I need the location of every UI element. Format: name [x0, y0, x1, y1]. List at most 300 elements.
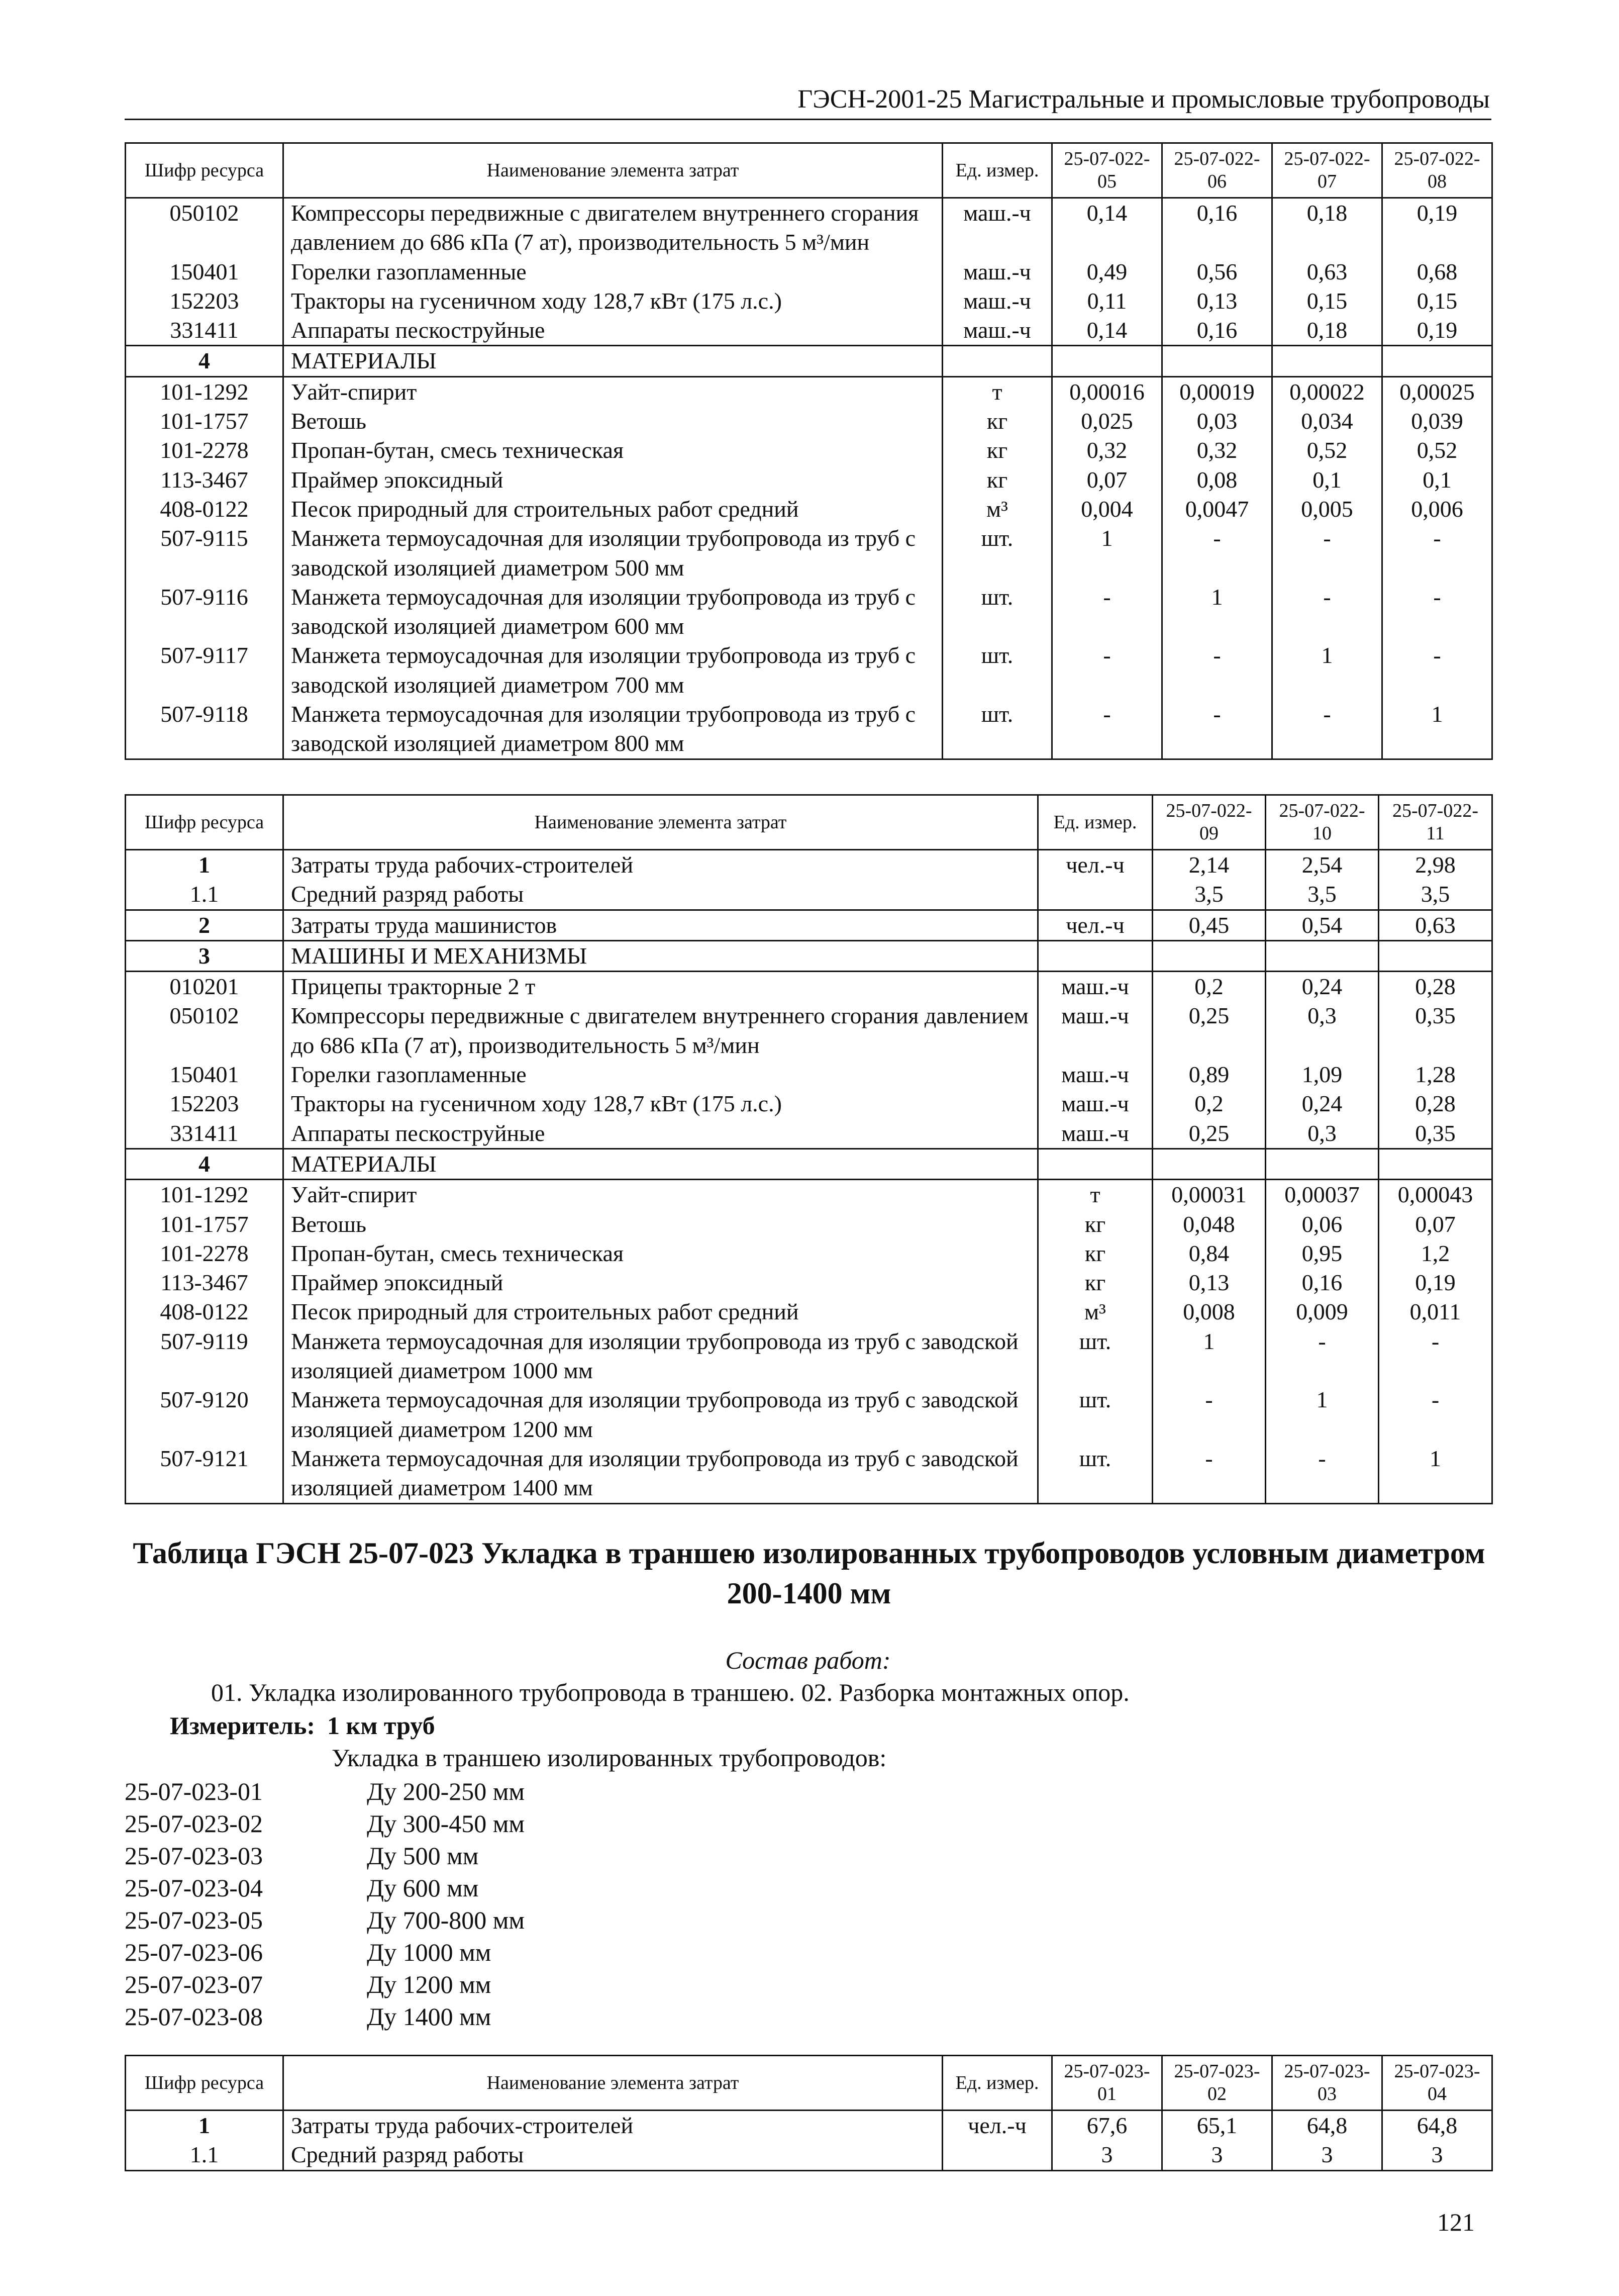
resource-unit: кг	[943, 436, 1052, 465]
norm-value: 1,09	[1266, 1060, 1379, 1089]
table-row	[126, 316, 1492, 346]
resource-code: 507-9118	[126, 700, 283, 759]
norm-value: 64,8	[1382, 2111, 1492, 2141]
norm-value: 1	[1272, 641, 1382, 700]
table-row	[126, 407, 1492, 436]
resource-name: Уайт-спирит	[283, 376, 943, 407]
norm-value: 0,3	[1266, 1119, 1379, 1149]
norm-code: 25-07-023-06	[125, 1938, 263, 1966]
resource-name: Ветошь	[283, 407, 943, 436]
norm-value: 0,68	[1382, 257, 1492, 286]
norm-value: -	[1153, 1385, 1266, 1444]
resource-unit: шт.	[943, 641, 1052, 700]
col-header-unit: Ед. измер.	[943, 143, 1052, 198]
norm-value: 0,1	[1272, 465, 1382, 495]
norm-value	[1382, 346, 1492, 376]
resource-unit: маш.-ч	[943, 257, 1052, 286]
norm-value: 0,16	[1266, 1268, 1379, 1297]
resource-table-3	[125, 2055, 1493, 2171]
norm-value: 67,6	[1052, 2111, 1162, 2141]
norm-value: 3	[1162, 2140, 1272, 2170]
resource-unit: шт.	[1038, 1327, 1153, 1386]
norm-value: 0,15	[1382, 286, 1492, 316]
resource-name: Средний разряд работы	[283, 880, 1038, 910]
resource-table-2	[125, 794, 1493, 1504]
col-header-norm-code: 25-07-022-11	[1379, 795, 1492, 850]
table-row	[126, 376, 1492, 407]
list-item	[125, 1936, 525, 1968]
resource-unit: м³	[1038, 1297, 1153, 1326]
norm-code: 25-07-023-05	[125, 1906, 263, 1934]
table-row	[126, 1327, 1492, 1386]
resource-name: Манжета термоусадочная для изоляции трубопровода из труб с заводской изоляцией диаметром 1400 мм	[283, 1444, 1038, 1503]
resource-code: 150401	[126, 1060, 283, 1089]
list-item	[125, 1872, 525, 1904]
resource-name: Горелки газопламенные	[283, 257, 943, 286]
resource-name: Пропан-бутан, смесь техническая	[283, 1239, 1038, 1268]
norm-value: 0,84	[1153, 1239, 1266, 1268]
resource-unit: маш.-ч	[943, 286, 1052, 316]
norm-value: 0,63	[1379, 910, 1492, 940]
table-row	[126, 1239, 1492, 1268]
norm-description: Ду 300-450 мм	[367, 1809, 525, 1838]
norm-value: -	[1272, 524, 1382, 583]
resource-name: Аппараты пескоструйные	[283, 1119, 1038, 1149]
resource-unit: маш.-ч	[943, 316, 1052, 346]
section-title: МАТЕРИАЛЫ	[283, 1149, 1038, 1179]
measure-line	[170, 1710, 435, 1741]
resource-unit: чел.-ч	[1038, 910, 1153, 940]
norm-code: 25-07-023-02	[125, 1809, 263, 1838]
norm-value: 2,14	[1153, 850, 1266, 880]
resource-unit: маш.-ч	[1038, 1119, 1153, 1149]
norm-value: 1,2	[1379, 1239, 1492, 1268]
table-row	[126, 524, 1492, 583]
resource-name: Песок природный для строительных работ средний	[283, 495, 943, 524]
section-number: 3	[126, 940, 283, 971]
resource-code: 408-0122	[126, 495, 283, 524]
table-row	[126, 1268, 1492, 1297]
norm-value: -	[1162, 524, 1272, 583]
section-title: МАШИНЫ И МЕХАНИЗМЫ	[283, 940, 1038, 971]
table-row	[126, 1444, 1492, 1503]
norm-value: 0,13	[1153, 1268, 1266, 1297]
norm-value: -	[1272, 583, 1382, 641]
norm-value: 0,14	[1052, 198, 1162, 257]
norm-code: 25-07-023-04	[125, 1874, 263, 1902]
norm-value: -	[1382, 641, 1492, 700]
table-row	[126, 465, 1492, 495]
resource-unit	[1038, 940, 1153, 971]
table-row	[126, 700, 1492, 759]
resource-unit	[1038, 1149, 1153, 1179]
col-header-norm-code: 25-07-023-02	[1162, 2056, 1272, 2111]
norm-value: 0,00043	[1379, 1180, 1492, 1210]
table-row	[126, 972, 1492, 1002]
resource-code: 331411	[126, 316, 283, 346]
norm-value: 0,004	[1052, 495, 1162, 524]
norm-value: 0,19	[1382, 316, 1492, 346]
work-subtitle: Укладка в траншею изолированных трубопроводов:	[332, 1744, 887, 1772]
table-row	[126, 2111, 1492, 2141]
norm-value	[1153, 940, 1266, 971]
resource-unit: маш.-ч	[943, 198, 1052, 257]
list-item	[125, 1840, 525, 1872]
norm-value: 3	[1052, 2140, 1162, 2170]
resource-unit	[1038, 880, 1153, 910]
resource-code: 050102	[126, 198, 283, 257]
norm-value: 0,008	[1153, 1297, 1266, 1326]
resource-code: 507-9115	[126, 524, 283, 583]
norm-value: 0,19	[1382, 198, 1492, 257]
norm-value: 0,03	[1162, 407, 1272, 436]
norm-value: 3,5	[1153, 880, 1266, 910]
norm-value	[1266, 1149, 1379, 1179]
norm-description: Ду 600 мм	[367, 1874, 479, 1902]
resource-name: Тракторы на гусеничном ходу 128,7 кВт (175 л.с.)	[283, 1089, 1038, 1118]
norm-value: -	[1153, 1444, 1266, 1503]
norm-value	[1052, 346, 1162, 376]
resource-code: 507-9120	[126, 1385, 283, 1444]
norm-code: 25-07-023-08	[125, 2002, 263, 2031]
table-row	[126, 1089, 1492, 1118]
norm-value: 0,32	[1162, 436, 1272, 465]
norm-value: 0,039	[1382, 407, 1492, 436]
norm-value: 0,63	[1272, 257, 1382, 286]
resource-unit: маш.-ч	[1038, 1001, 1153, 1060]
norm-value: 1	[1266, 1385, 1379, 1444]
resource-code: 1.1	[126, 880, 283, 910]
col-header-norm-code: 25-07-023-01	[1052, 2056, 1162, 2111]
norm-value	[1379, 1149, 1492, 1179]
resource-unit: шт.	[943, 700, 1052, 759]
resource-code: 1	[126, 850, 283, 880]
resource-unit: чел.-ч	[1038, 850, 1153, 880]
col-header-unit: Ед. измер.	[1038, 795, 1153, 850]
col-header-norm-code: 25-07-022-09	[1153, 795, 1266, 850]
resource-code: 101-1757	[126, 1210, 283, 1239]
norm-value: -	[1272, 700, 1382, 759]
norm-value: -	[1266, 1444, 1379, 1503]
resource-name: Горелки газопламенные	[283, 1060, 1038, 1089]
norm-value: 0,00037	[1266, 1180, 1379, 1210]
norm-value: 0,35	[1379, 1001, 1492, 1060]
resource-code: 507-9119	[126, 1327, 283, 1386]
col-header-norm-code: 25-07-022-05	[1052, 143, 1162, 198]
resource-unit: кг	[1038, 1239, 1153, 1268]
composition-heading: Состав работ:	[725, 1646, 891, 1674]
norm-value: 0,14	[1052, 316, 1162, 346]
table-row	[126, 286, 1492, 316]
resource-name: Затраты труда рабочих-строителей	[283, 850, 1038, 880]
col-header-norm-code: 25-07-022-10	[1266, 795, 1379, 850]
norm-value: 0,32	[1052, 436, 1162, 465]
resource-code: 152203	[126, 1089, 283, 1118]
resource-name: Манжета термоусадочная для изоляции трубопровода из труб с заводской изоляцией диаметром 600 мм	[283, 583, 943, 641]
norm-value: 64,8	[1272, 2111, 1382, 2141]
resource-name: Средний разряд работы	[283, 2140, 943, 2170]
norm-value: 0,08	[1162, 465, 1272, 495]
resource-unit: кг	[1038, 1210, 1153, 1239]
header-rule	[125, 119, 1491, 120]
norm-value: 0,048	[1153, 1210, 1266, 1239]
table-row	[126, 1180, 1492, 1210]
col-header-name: Наименование элемента затрат	[283, 143, 943, 198]
resource-code: 1	[126, 2111, 283, 2141]
norm-value: -	[1052, 700, 1162, 759]
norm-description: Ду 1000 мм	[367, 1938, 491, 1966]
norm-value: 0,18	[1272, 316, 1382, 346]
section-row	[126, 1149, 1492, 1179]
table-row	[126, 1385, 1492, 1444]
section-title: МАТЕРИАЛЫ	[283, 346, 943, 376]
table-row	[126, 1060, 1492, 1089]
resource-name: Песок природный для строительных работ средний	[283, 1297, 1038, 1326]
norm-value: 0,0047	[1162, 495, 1272, 524]
norm-value	[1272, 346, 1382, 376]
resource-name: Тракторы на гусеничном ходу 128,7 кВт (175 л.с.)	[283, 286, 943, 316]
norm-value: 0,24	[1266, 972, 1379, 1002]
norm-value: 0,24	[1266, 1089, 1379, 1118]
list-item	[125, 1775, 525, 1807]
resource-unit: маш.-ч	[1038, 1089, 1153, 1118]
norm-value: 0,2	[1153, 972, 1266, 1002]
norm-value: 0,00031	[1153, 1180, 1266, 1210]
resource-code: 101-1292	[126, 376, 283, 407]
resource-name: Ветошь	[283, 1210, 1038, 1239]
table-row	[126, 1297, 1492, 1326]
col-header-norm-code: 25-07-022-06	[1162, 143, 1272, 198]
resource-code: 050102	[126, 1001, 283, 1060]
resource-name: Затраты труда рабочих-строителей	[283, 2111, 943, 2141]
norm-value: 0,54	[1266, 910, 1379, 940]
resource-code: 507-9117	[126, 641, 283, 700]
table-row	[126, 2140, 1492, 2170]
resource-name: Затраты труда машинистов	[283, 910, 1038, 940]
norm-value: 0,52	[1272, 436, 1382, 465]
norm-value: 0,006	[1382, 495, 1492, 524]
norm-value: 2,54	[1266, 850, 1379, 880]
resource-name: Манжета термоусадочная для изоляции трубопровода из труб с заводской изоляцией диаметром 1200 мм	[283, 1385, 1038, 1444]
norm-value: 3,5	[1379, 880, 1492, 910]
resource-unit: т	[1038, 1180, 1153, 1210]
resource-code: 408-0122	[126, 1297, 283, 1326]
resource-unit: м³	[943, 495, 1052, 524]
resource-code: 1.1	[126, 2140, 283, 2170]
norm-value: -	[1052, 641, 1162, 700]
norm-value: -	[1382, 524, 1492, 583]
resource-name: Компрессоры передвижные с двигателем внутреннего сгорания давлением до 686 кПа (7 ат), производительность 5 м³/мин	[283, 1001, 1038, 1060]
norm-value: 0,00019	[1162, 376, 1272, 407]
norm-value: 0,19	[1379, 1268, 1492, 1297]
norm-value: 0,95	[1266, 1239, 1379, 1268]
norm-value: 0,35	[1379, 1119, 1492, 1149]
measure-value: 1 км труб	[327, 1711, 435, 1740]
resource-code: 113-3467	[126, 1268, 283, 1297]
resource-name: Манжета термоусадочная для изоляции трубопровода из труб с заводской изоляцией диаметром 500 мм	[283, 524, 943, 583]
resource-unit: шт.	[1038, 1385, 1153, 1444]
resource-unit: шт.	[943, 524, 1052, 583]
norm-value: 3	[1382, 2140, 1492, 2170]
norm-value: 1	[1162, 583, 1272, 641]
resource-unit: кг	[943, 407, 1052, 436]
norm-value: -	[1382, 583, 1492, 641]
norm-codes-list	[125, 1775, 525, 2033]
resource-unit: чел.-ч	[943, 2111, 1052, 2141]
section-row	[126, 346, 1492, 376]
resource-name: Аппараты пескоструйные	[283, 316, 943, 346]
norm-value: 1	[1379, 1444, 1492, 1503]
norm-value: -	[1379, 1385, 1492, 1444]
norm-description: Ду 500 мм	[367, 1842, 479, 1870]
norm-value: -	[1266, 1327, 1379, 1386]
norm-value: 0,28	[1379, 972, 1492, 1002]
col-header-code: Шифр ресурса	[126, 143, 283, 198]
norm-value: 2,98	[1379, 850, 1492, 880]
norm-value: 0,28	[1379, 1089, 1492, 1118]
norm-value	[1153, 1149, 1266, 1179]
col-header-name: Наименование элемента затрат	[283, 795, 1038, 850]
resource-code: 101-1757	[126, 407, 283, 436]
norm-value: 0,07	[1052, 465, 1162, 495]
norm-value: 0,2	[1153, 1089, 1266, 1118]
resource-name: Прицепы тракторные 2 т	[283, 972, 1038, 1002]
norm-value: 0,56	[1162, 257, 1272, 286]
resource-unit: шт.	[943, 583, 1052, 641]
resource-code: 101-2278	[126, 1239, 283, 1268]
running-header: ГЭСН-2001-25 Магистральные и промысловые трубопроводы	[797, 85, 1490, 114]
table-row	[126, 436, 1492, 465]
resource-unit: шт.	[1038, 1444, 1153, 1503]
table-row	[126, 850, 1492, 880]
col-header-norm-code: 25-07-022-07	[1272, 143, 1382, 198]
table-row	[126, 641, 1492, 700]
table-row	[126, 1210, 1492, 1239]
norm-value: 0,3	[1266, 1001, 1379, 1060]
norm-value: 0,00022	[1272, 376, 1382, 407]
table-row	[126, 257, 1492, 286]
norm-value: 0,25	[1153, 1001, 1266, 1060]
norm-value: 1	[1153, 1327, 1266, 1386]
norm-value: 0,1	[1382, 465, 1492, 495]
col-header-code: Шифр ресурса	[126, 795, 283, 850]
norm-value: 3	[1272, 2140, 1382, 2170]
resource-code: 507-9116	[126, 583, 283, 641]
norm-value: 1	[1052, 524, 1162, 583]
resource-table-1	[125, 142, 1493, 760]
resource-unit	[943, 2140, 1052, 2170]
norm-value: 0,52	[1382, 436, 1492, 465]
col-header-norm-code: 25-07-022-08	[1382, 143, 1492, 198]
col-header-code: Шифр ресурса	[126, 2056, 283, 2111]
resource-code: 507-9121	[126, 1444, 283, 1503]
col-header-norm-code: 25-07-023-03	[1272, 2056, 1382, 2111]
list-item	[125, 2000, 525, 2033]
composition-text: 01. Укладка изолированного трубопровода в траншею. 02. Разборка монтажных опор.	[211, 1678, 1130, 1706]
norm-value: 0,25	[1153, 1119, 1266, 1149]
table-title: Таблица ГЭСН 25-07-023 Укладка в траншею изолированных трубопроводов условным диаметром 200-1400 мм	[133, 1537, 1485, 1610]
resource-code: 331411	[126, 1119, 283, 1149]
resource-code: 010201	[126, 972, 283, 1002]
norm-value: 0,89	[1153, 1060, 1266, 1089]
resource-unit: маш.-ч	[1038, 972, 1153, 1002]
col-header-name: Наименование элемента затрат	[283, 2056, 943, 2111]
norm-value: 3,5	[1266, 880, 1379, 910]
table-row	[126, 495, 1492, 524]
norm-value: 0,06	[1266, 1210, 1379, 1239]
norm-value: 0,15	[1272, 286, 1382, 316]
norm-value: -	[1162, 641, 1272, 700]
norm-value	[1162, 346, 1272, 376]
norm-value: 1,28	[1379, 1060, 1492, 1089]
norm-description: Ду 700-800 мм	[367, 1906, 525, 1934]
resource-code: 2	[126, 910, 283, 940]
resource-name: Манжета термоусадочная для изоляции трубопровода из труб с заводской изоляцией диаметром 1000 мм	[283, 1327, 1038, 1386]
norm-description: Ду 1400 мм	[367, 2002, 491, 2031]
col-header-unit: Ед. измер.	[943, 2056, 1052, 2111]
list-item	[125, 1904, 525, 1936]
resource-code: 101-2278	[126, 436, 283, 465]
norm-value: 0,034	[1272, 407, 1382, 436]
norm-value: 0,49	[1052, 257, 1162, 286]
resource-name: Пропан-бутан, смесь техническая	[283, 436, 943, 465]
measure-label: Измеритель:	[170, 1711, 316, 1740]
norm-value: -	[1379, 1327, 1492, 1386]
table-row	[126, 1001, 1492, 1060]
resource-unit	[943, 346, 1052, 376]
norm-value: 0,07	[1379, 1210, 1492, 1239]
resource-name: Манжета термоусадочная для изоляции трубопровода из труб с заводской изоляцией диаметром 700 мм	[283, 641, 943, 700]
resource-unit: т	[943, 376, 1052, 407]
resource-unit: кг	[1038, 1268, 1153, 1297]
resource-code: 150401	[126, 257, 283, 286]
list-item	[125, 1968, 525, 2000]
resource-name: Компрессоры передвижные с двигателем внутреннего сгорания давлением до 686 кПа (7 ат), производительность 5 м³/мин	[283, 198, 943, 257]
norm-code: 25-07-023-07	[125, 1970, 263, 1998]
norm-value: 0,18	[1272, 198, 1382, 257]
resource-code: 101-1292	[126, 1180, 283, 1210]
resource-name: Манжета термоусадочная для изоляции трубопровода из труб с заводской изоляцией диаметром 800 мм	[283, 700, 943, 759]
resource-code: 113-3467	[126, 465, 283, 495]
norm-value: 0,13	[1162, 286, 1272, 316]
norm-value: 0,00025	[1382, 376, 1492, 407]
section-row	[126, 940, 1492, 971]
table-row	[126, 1119, 1492, 1149]
norm-value: 65,1	[1162, 2111, 1272, 2141]
norm-value: 0,16	[1162, 198, 1272, 257]
section-number: 4	[126, 346, 283, 376]
norm-value: 0,00016	[1052, 376, 1162, 407]
norm-value	[1379, 940, 1492, 971]
resource-name: Праймер эпоксидный	[283, 465, 943, 495]
norm-description: Ду 200-250 мм	[367, 1777, 525, 1805]
resource-unit: кг	[943, 465, 1052, 495]
norm-value: 0,005	[1272, 495, 1382, 524]
norm-value: 0,11	[1052, 286, 1162, 316]
norm-value: 0,009	[1266, 1297, 1379, 1326]
table-row	[126, 583, 1492, 641]
resource-name: Праймер эпоксидный	[283, 1268, 1038, 1297]
norm-description: Ду 1200 мм	[367, 1970, 491, 1998]
list-item	[125, 1807, 525, 1840]
norm-code: 25-07-023-01	[125, 1777, 263, 1805]
resource-name: Уайт-спирит	[283, 1180, 1038, 1210]
page-number: 121	[1437, 2208, 1475, 2236]
norm-value: 0,45	[1153, 910, 1266, 940]
table-row	[126, 198, 1492, 257]
norm-value	[1266, 940, 1379, 971]
table-row	[126, 910, 1492, 940]
